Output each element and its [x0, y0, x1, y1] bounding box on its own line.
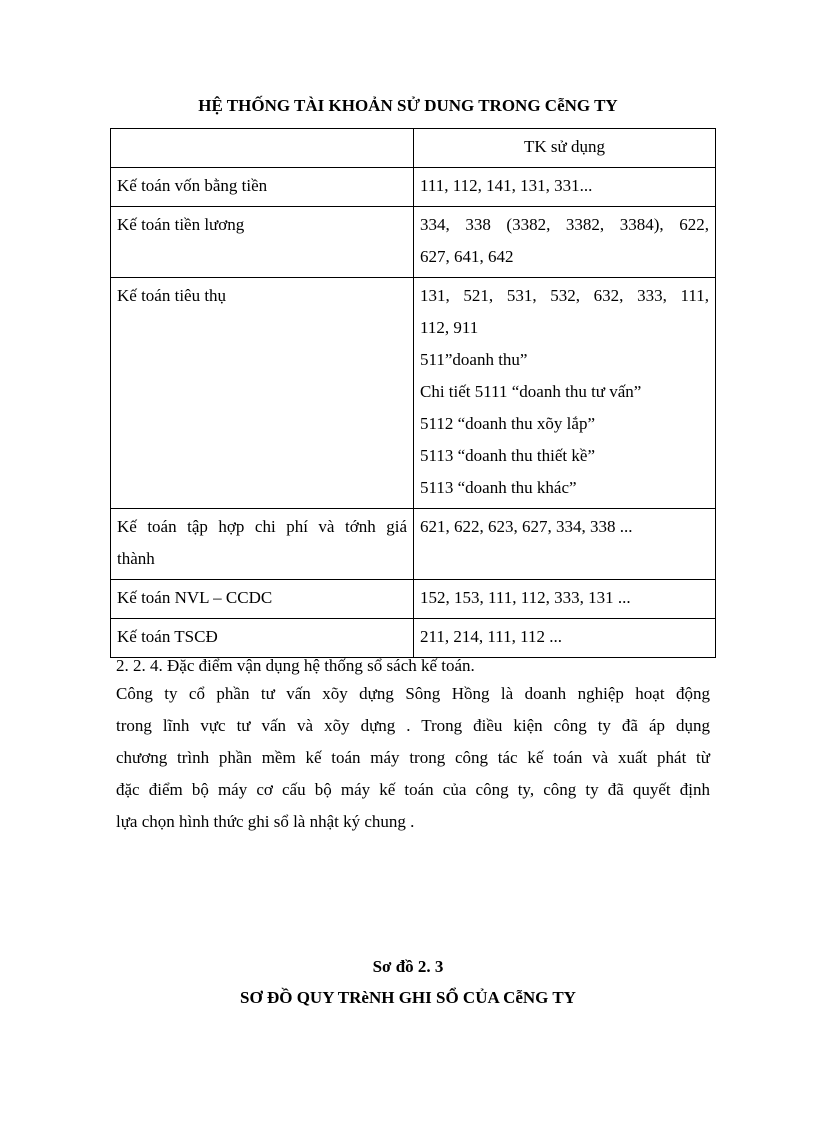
table-title: HỆ THỐNG TÀI KHOẢN SỬ DUNG TRONG CễNG TY	[198, 96, 618, 115]
account-line: 5113 “doanh thu thiết kề”	[420, 446, 595, 465]
row-category: Kế toán NVL – CCDC	[111, 580, 414, 619]
account-line: 112, 911	[420, 318, 479, 337]
paragraph-line: Công ty cổ phần tư vấn xõy dựng Sông Hồng là doanh nghiệp hoạt động	[116, 684, 710, 703]
paragraph-line: chương trình phần mềm kế toán máy trong công tác kế toán và xuất phát từ	[116, 748, 710, 767]
row-category: Kế toán vốn bằng tiền	[111, 168, 414, 207]
header-cell-category	[111, 129, 414, 168]
category-line: Kế toán tập hợp chi phí và tớnh giá	[117, 517, 407, 536]
table-row	[111, 168, 716, 207]
account-line: 131, 521, 531, 532, 632, 333, 111,	[420, 286, 709, 305]
accounts-table	[110, 128, 716, 658]
table-row	[111, 207, 716, 278]
table-row	[111, 580, 716, 619]
row-category	[111, 509, 414, 580]
section-heading: 2. 2. 4. Đặc điểm vận dụng hệ thống sổ sách kế toán.	[116, 656, 475, 675]
body-paragraph	[116, 678, 710, 838]
diagram-number: Sơ đồ 2. 3	[372, 957, 444, 976]
paragraph-line: đặc điểm bộ máy cơ cấu bộ máy kế toán của công ty, công ty đã quyết định	[116, 780, 710, 799]
row-category: Kế toán tiêu thụ	[111, 278, 414, 509]
row-accounts	[414, 278, 716, 509]
row-accounts: 111, 112, 141, 131, 331...	[414, 168, 716, 207]
paragraph-line: trong lĩnh vực tư vấn và xõy dựng . Trong điều kiện công ty đã áp dụng	[116, 716, 710, 735]
table-row	[111, 509, 716, 580]
category-line: thành	[117, 549, 155, 568]
account-line: Chi tiết 5111 “doanh thu tư vấn”	[420, 382, 642, 401]
account-line: 511”doanh thu”	[420, 350, 528, 369]
table-header-row	[111, 129, 716, 168]
row-category: Kế toán TSCĐ	[111, 619, 414, 658]
account-line: 627, 641, 642	[420, 247, 514, 266]
row-accounts: 621, 622, 623, 627, 334, 338 ...	[414, 509, 716, 580]
row-accounts: 211, 214, 111, 112 ...	[414, 619, 716, 658]
header-cell-accounts: TK sử dụng	[414, 129, 716, 168]
paragraph-line: lựa chọn hình thức ghi sổ là nhật ký chung .	[116, 812, 415, 831]
account-line: 5112 “doanh thu xõy lắp”	[420, 414, 595, 433]
row-accounts	[414, 207, 716, 278]
row-accounts: 152, 153, 111, 112, 333, 131 ...	[414, 580, 716, 619]
account-line: 5113 “doanh thu khác”	[420, 478, 577, 497]
diagram-title: SƠ ĐỒ QUY TRèNH GHI SỔ CỦA CễNG TY	[240, 988, 576, 1007]
table-row	[111, 278, 716, 509]
account-line: 334, 338 (3382, 3382, 3384), 622,	[420, 215, 709, 234]
row-category: Kế toán tiền lương	[111, 207, 414, 278]
